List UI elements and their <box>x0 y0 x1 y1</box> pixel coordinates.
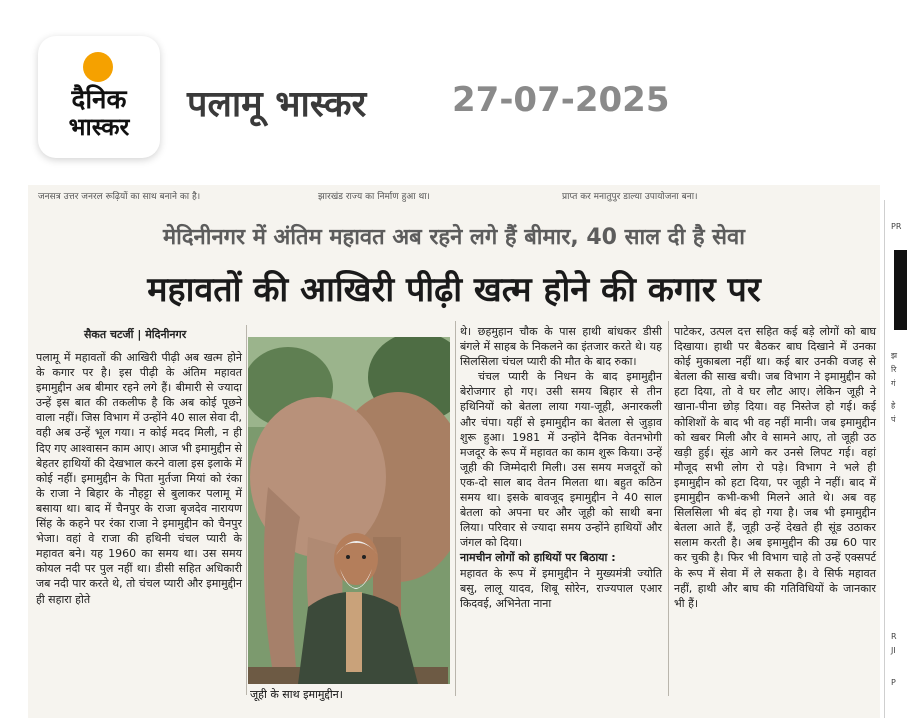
photo-caption: जूही के साथ इमामुद्दीन। <box>250 688 343 701</box>
paragraph: पलामू में महावतों की आखिरी पीढ़ी अब खत्म होने के कगार पर है। इस पीढ़ी के अंतिम महावत इमामुद्दीन अब बीमार रहने लगे हैं। बीमारी से ज्यादा उन्हें इस बात की तकलीफ है कि अब कोई पूछने वाला नहीं। जिस विभाग में उन्होंने 40 साल सेवा दी, वही अब उन्हें भूल गया। न कोई मदद मिली, न ही दिए गए आश्वासन काम आए। आज भी इमामुद्दीन से बेहतर हाथियों की देखभाल करने वाला इस इलाके में कोई नहीं। इमामुद्दीन के पिता मुर्तजा मियां को रंका के राजा ने बिहार के नौहट्टा से बुलाकर पलामू में बसाया था। बाद में चैनपुर के राजा बृजदेव नारायण सिंह के कहने पर रंका राजा ने इमामुद्दीन को चैनपुर भेजा। वहां वे राजा की हथिनी चंचल प्यारी के महावत बने। यह 1960 का समय था। उस समय कोयल नदी पर पुल नहीं था। डीसी सहित अधिकारी जब नदी पार करते थे, तो चंचल प्यारी और इमामुद्दीन ही सहारा होते <box>36 351 242 606</box>
main-headline: महावतों की आखिरी पीढ़ी खत्म होने की कगार पर <box>147 270 761 310</box>
dainik-bhaskar-logo[interactable] <box>38 36 160 158</box>
article-photo[interactable] <box>248 337 450 684</box>
column-divider <box>246 325 247 695</box>
column-divider <box>668 321 669 696</box>
logo-line-2: भास्कर <box>68 113 130 141</box>
strip-text: झ <box>891 351 898 360</box>
strip-text: R <box>891 632 897 641</box>
paragraph: थे। छहमुहान चौक के पास हाथी बांधकर डीसी बंगले में साहब के निकलने का इंतजार करते थे। यह सिलसिला चंचल प्यारी की मौत के बाद रुका। <box>460 325 662 369</box>
adjacent-column-bar <box>894 250 907 330</box>
publication-date: 27-07-2025 <box>452 80 670 120</box>
strip-text: गं <box>891 379 896 388</box>
sun-icon <box>83 52 113 82</box>
cutline-text: प्राप्त कर मनातुपुर डाल्या उपायोजना बना। <box>562 192 698 202</box>
article-column-1 <box>36 350 242 607</box>
paragraph: पाटेकर, उत्पल दत्त सहित कई बड़े लोगों को बाघ दिखाया। हाथी पर बैठकर बाघ दिखाने में उनका कोई मुकाबला नहीं था। कई बार उनकी वजह से बेतला की साख बची। जब विभाग ने इमामुद्दीन को हटा दिया, तो वे घर लौट आए। लेकिन जूही ने खाना-पीना छोड़ दिया। वह निस्तेज हो गई। कई कोशिशों के बाद भी वह नहीं मानी। जब इमामुद्दीन को खबर मिली और वे सामने आए, तो जूही उठ खड़ी हुई। सूंड आगे कर उनसे लिपट गई। वहां मौजूद सभी लोग रो पड़े। विभाग ने भले ही इमामुद्दीन को हटा दिया, पर जूही ने नहीं। बाद में इमामुद्दीन कभी-कभी मिलने आते थे। अब वह सिलसिला भी बंद हो गया है। जब भी इमामुद्दीन बेतला आते हैं, जूही उन्हें देखते ही सूंड उठाकर सलाम करती है। अब इमामुद्दीन की उम्र 60 पार कर चुकी है। फिर भी विभाग चाहे तो उन्हें एक्सपर्ट के रूप में सेवा में ले सकता है। वे सिर्फ महावत नहीं, हाथी और बाघ की गतिविधियों के जानकार भी हैं। <box>674 325 876 610</box>
section-subheading: नामचीन लोगों को हाथियों पर बिठाया : <box>460 551 616 565</box>
article-column-4 <box>674 324 876 611</box>
logo-line-1: दैनिक <box>71 85 127 115</box>
cutline-text: झारखंड राज्य का निर्माण हुआ था। <box>318 192 430 202</box>
paragraph: चंचल प्यारी के निधन के बाद इमामुद्दीन बेरोजगार हो गए। उसी समय बिहार से तीन हथिनियों को बेतला लाया गया-जूही, अनारकली और चंपा। यहीं से इमामुद्दीन का बेतला से जुड़ाव शुरू हुआ। 1981 में उन्होंने दैनिक वेतनभोगी मजदूर के रूप में महावत का काम शुरू किया। उन्हें जूही की जिम्मेदारी मिली। उस समय मजदूरों को एक-दो साल बाद वेतन मिलता था। बहुत कठिन समय था। इसके बावजूद इमामुद्दीन ने 40 साल बेतला को अपना घर और जूही को साथी बना लिया। परिवार से ज्यादा समय उन्होंने हाथियों और जंगल को दिया। <box>460 370 662 550</box>
strip-text: P <box>891 678 896 687</box>
strip-text: पं <box>891 415 896 424</box>
elephant-mahout-illustration <box>248 337 450 684</box>
byline: सैकत चटर्जी | मेदिनीनगर <box>84 328 187 341</box>
sub-headline: मेदिनीनगर में अंतिम महावत अब रहने लगे हैं बीमार, 40 साल दी है सेवा <box>163 225 745 250</box>
strip-text: JI <box>891 646 896 655</box>
app-header <box>0 0 907 185</box>
strip-text: हे <box>891 401 896 410</box>
paragraph: महावत के रूप में इमामुद्दीन ने मुख्यमंत्री ज्योति बसु, लालू यादव, शिबू सोरेन, राज्यपाल एआर किदवई, अभिनेता नाना <box>460 566 662 610</box>
column-divider <box>455 321 456 696</box>
newspaper-clipping[interactable] <box>28 185 880 718</box>
edition-title: पलामू भास्कर <box>187 84 367 125</box>
cutline-text: जनसत्र उत्तर जनरल रूढ़ियों का साथ बनाने का है। <box>38 192 201 202</box>
article-column-3 <box>460 324 662 611</box>
strip-text: रि <box>891 365 897 374</box>
strip-text: PR <box>891 222 902 231</box>
